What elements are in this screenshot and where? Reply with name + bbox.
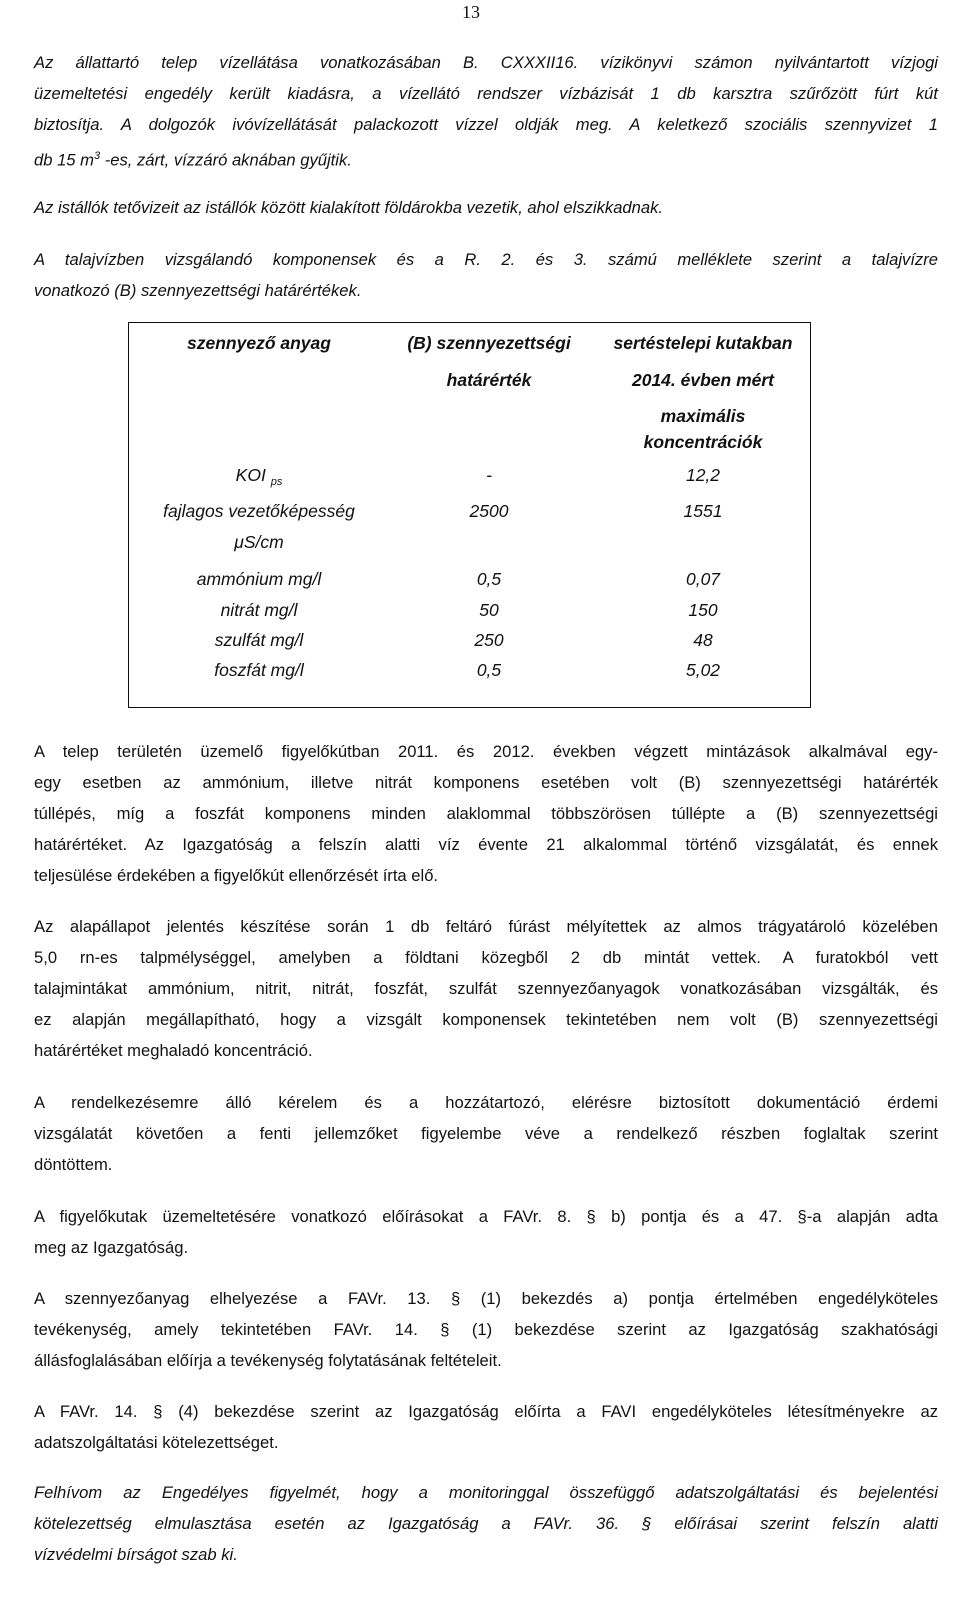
cell-subscript: ps bbox=[270, 476, 283, 488]
header-limit-line2: határérték bbox=[446, 370, 532, 390]
header-measured-line2: 2014. évben mért bbox=[631, 370, 775, 390]
page-number: 13 bbox=[462, 2, 480, 22]
header-measured: sertéstelepi kutakban bbox=[613, 333, 793, 353]
text-line bbox=[34, 141, 938, 176]
table-cell-measured: 0,07 bbox=[685, 569, 721, 589]
header-measured-line3: maximális bbox=[660, 406, 746, 426]
header-limit: (B) szennyezettségi bbox=[407, 333, 571, 353]
table-cell-measured: 1551 bbox=[683, 501, 723, 521]
text-line: egy esetben az ammónium, illetve nitrát komponens esetében volt (B) szennyezettségi határérték bbox=[34, 773, 938, 792]
text-line: 5,0 rn-es talpmélységgel, amelyben a földtani közegből 2 db mintát vettek. A furatokból vett bbox=[34, 948, 938, 967]
text-segment: db 15 m bbox=[34, 150, 94, 170]
table-cell-name: nitrát mg/l bbox=[220, 600, 298, 620]
text-line: biztosítja. A dolgozók ivóvízellátását palackozott vízzel oldják meg. A keletkező szociális szennyvizet 1 bbox=[34, 115, 938, 134]
table-cell-measured: 150 bbox=[688, 600, 718, 620]
text-line: A telep területén üzemelő figyelőkútban 2011. és 2012. években végzett mintázások alkalmával egy- bbox=[34, 742, 938, 761]
text-line: Az állattartó telep vízellátása vonatkozásában B. CXXXII16. vízikönyvi számon nyilvántartott vízjogi bbox=[34, 53, 938, 72]
superscript: 3 bbox=[93, 150, 101, 162]
table-cell-unit: μS/cm bbox=[234, 532, 284, 552]
table-cell-name: ammónium mg/l bbox=[196, 569, 322, 589]
table-cell-limit: 250 bbox=[474, 630, 504, 650]
text-line: döntöttem. bbox=[34, 1155, 113, 1174]
text-line: vízvédelmi bírságot szab ki. bbox=[34, 1545, 238, 1564]
table-cell-name: foszfát mg/l bbox=[214, 660, 304, 680]
text-line: üzemeltetési engedély került kiadásra, a vízellátó rendszer vízbázisát 1 db karsztra szűrőzött fúrt kút bbox=[34, 84, 938, 103]
text-line: talajmintákat ammónium, nitrit, nitrát, foszfát, szulfát szennyezőanyagok vonatkozásában vizsgálták, és bbox=[34, 979, 938, 998]
text-line: határértéket. Az Igazgatóság a felszín alatti víz évente 21 alkalommal történő vizsgálatát, és ennek bbox=[34, 835, 938, 854]
table-cell-measured: 5,02 bbox=[685, 660, 721, 680]
table-cell-limit: 0,5 bbox=[476, 660, 502, 680]
pollutant-limits-table bbox=[128, 322, 811, 708]
text-line: kötelezettség elmulasztása esetén az Igazgatóság a FAVr. 36. § előírásai szerint felszín alatti bbox=[34, 1514, 938, 1533]
text-line: A talajvízben vizsgálandó komponensek és a R. 2. és 3. számú melléklete szerint a talajvízre bbox=[34, 250, 938, 269]
text-line: A rendelkezésemre álló kérelem és a hozzátartozó, elérésre biztosított dokumentáció érdemi bbox=[34, 1093, 938, 1112]
cell-name: KOI bbox=[235, 465, 266, 485]
text-line: Az alapállapot jelentés készítése során 1 db feltáró fúrást mélyítettek az almos trágyatároló közelében bbox=[34, 917, 938, 936]
text-line: A szennyezőanyag elhelyezése a FAVr. 13. § (1) bekezdés a) pontja értelmében engedélyköteles bbox=[34, 1289, 938, 1308]
text-line: határértéket meghaladó koncentráció. bbox=[34, 1041, 313, 1060]
text-line: meg az Igazgatóság. bbox=[34, 1238, 189, 1257]
table-cell-limit: - bbox=[486, 465, 492, 485]
text-line: vizsgálatát követően a fenti jellemzőket figyelembe véve a rendelkező részben foglaltak szerint bbox=[34, 1124, 938, 1143]
text-line: Felhívom az Engedélyes figyelmét, hogy a monitoringgal összefüggő adatszolgáltatási és bejelentési bbox=[34, 1483, 938, 1502]
text-line: A FAVr. 14. § (4) bekezdése szerint az Igazgatóság előírta a FAVI engedélyköteles létesítményekre az bbox=[34, 1402, 938, 1421]
text-line: adatszolgáltatási kötelezettséget. bbox=[34, 1433, 279, 1452]
table-cell-limit: 0,5 bbox=[476, 569, 502, 589]
table-cell-limit: 2500 bbox=[469, 501, 509, 521]
text-line: vonatkozó (B) szennyezettségi határértékek. bbox=[34, 281, 362, 300]
text-line: túllépés, míg a foszfát komponens minden alaklommal többszörösen túllépte a (B) szennyezettségi bbox=[34, 804, 938, 823]
table-cell-measured: 48 bbox=[693, 630, 713, 650]
header-pollutant: szennyező anyag bbox=[187, 333, 331, 353]
text-line: ez alapján megállapítható, hogy a vizsgált komponensek tekintetében nem volt (B) szennyezettségi bbox=[34, 1010, 938, 1029]
text-line: tevékenység, amely tekintetében FAVr. 14. § (1) bekezdése szerint az Igazgatóság szakhatósági bbox=[34, 1320, 938, 1339]
text-segment: -es, zárt, vízzáró aknában gyűjtik. bbox=[100, 150, 352, 170]
header-measured-line4: koncentrációk bbox=[643, 432, 763, 452]
text-line: A figyelőkutak üzemeltetésére vonatkozó előírásokat a FAVr. 8. § b) pontja és a 47. §-a alapján adta bbox=[34, 1207, 938, 1226]
text-line: állásfoglalásában előírja a tevékenység folytatásának feltételeit. bbox=[34, 1351, 502, 1370]
table-cell-name: szulfát mg/l bbox=[214, 630, 304, 650]
table-cell-name: fajlagos vezetőképesség bbox=[163, 501, 355, 521]
paragraph-roof-water: Az istállók tetővizeit az istállók között kialakított földárokba vezetik, ahol elszikkadnak. bbox=[34, 198, 664, 217]
table-cell-limit: 50 bbox=[479, 600, 499, 620]
table-cell-measured: 12,2 bbox=[685, 465, 721, 485]
text-line: teljesülése érdekében a figyelőkút ellenőrzését írta elő. bbox=[34, 866, 439, 885]
